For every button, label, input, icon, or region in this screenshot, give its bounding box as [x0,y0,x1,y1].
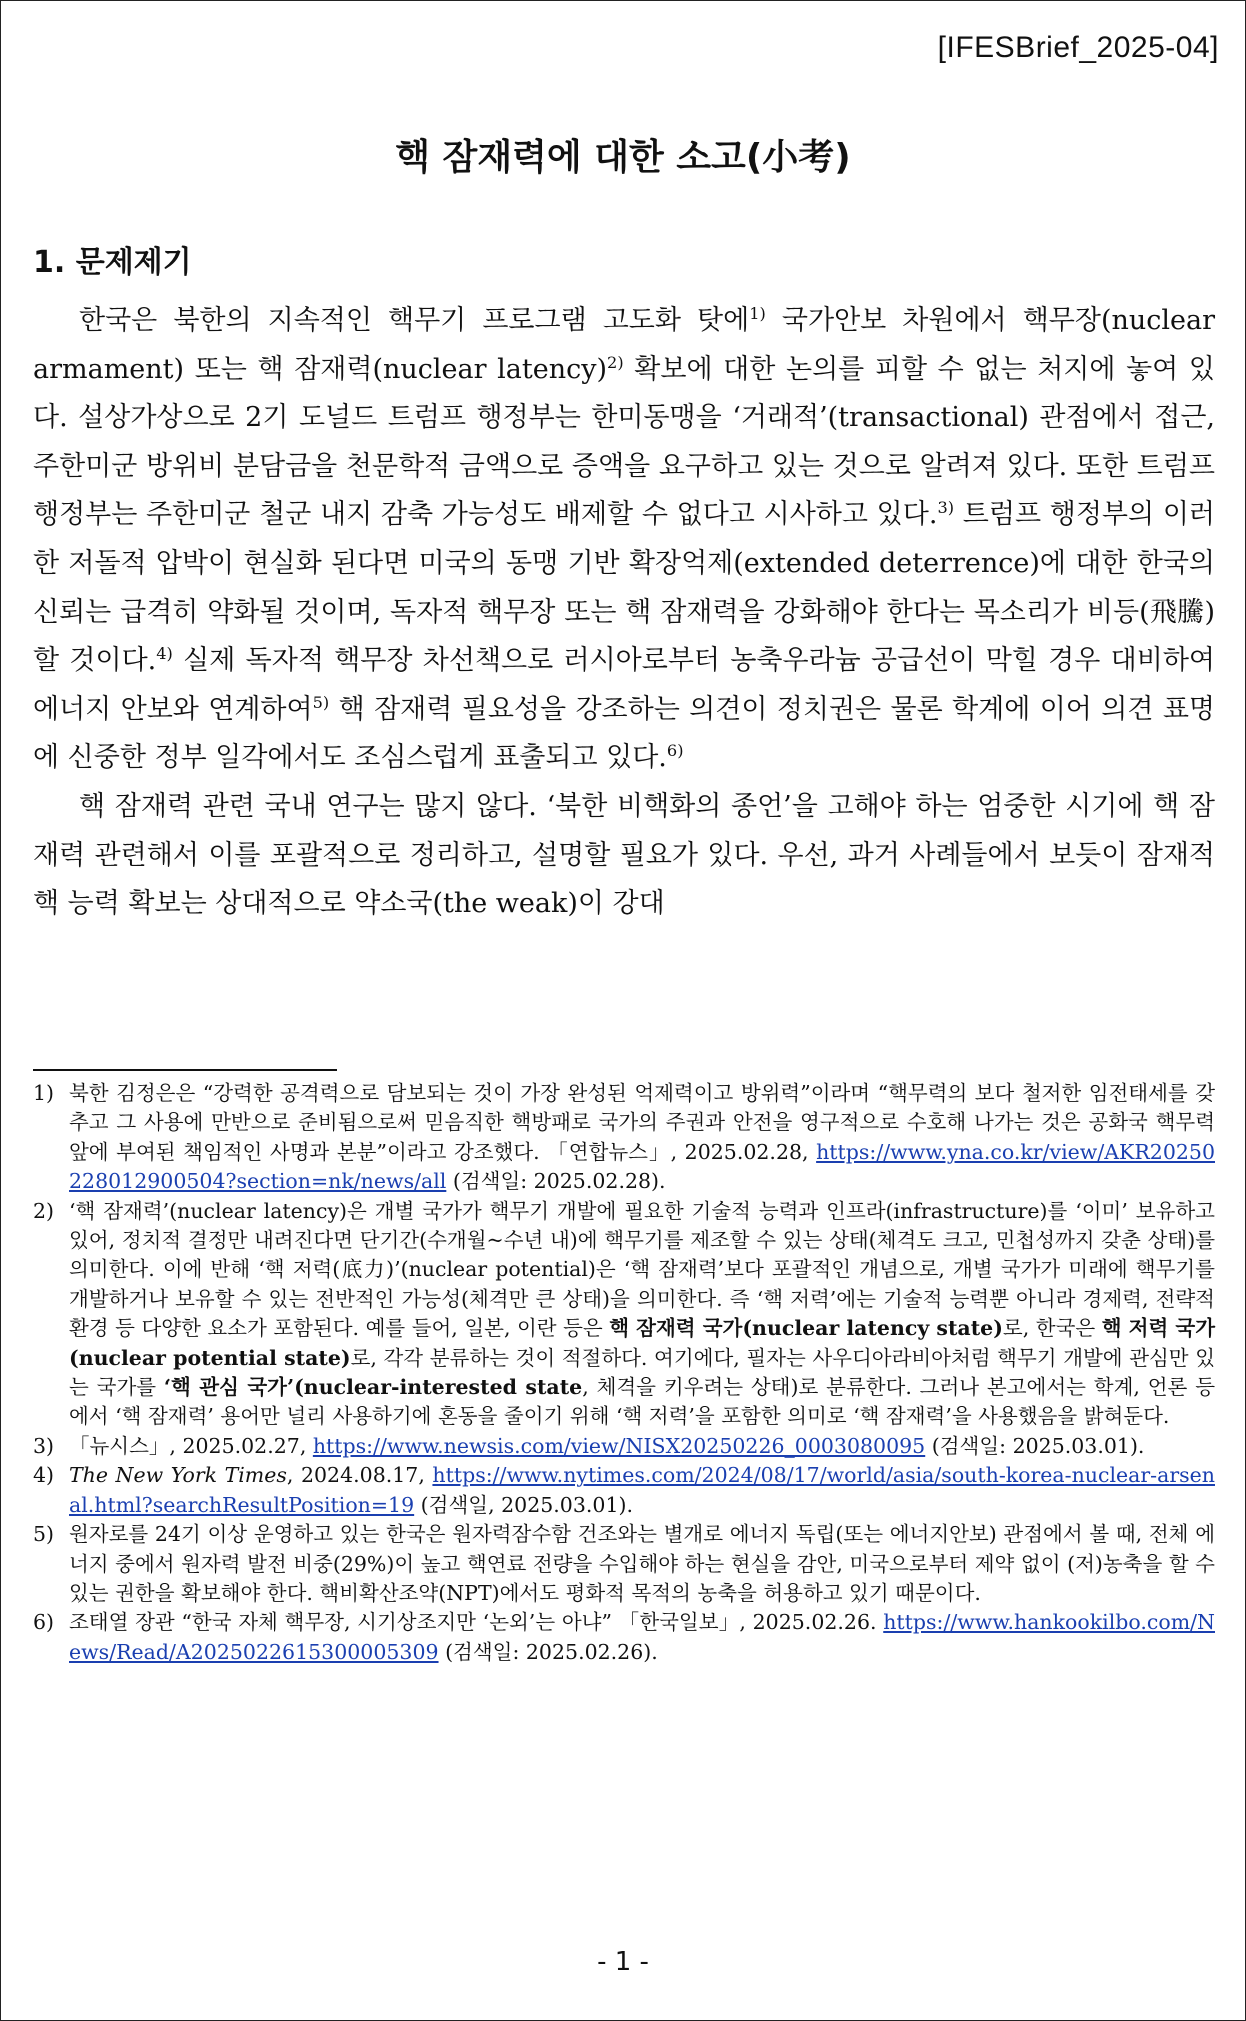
footnote-body [69,1432,1215,1461]
footnote-body [69,1461,1215,1520]
footnote-ref-6[interactable]: 6) [666,741,684,761]
footnote-text: (검색일: 2025.02.28). [446,1169,666,1194]
paragraph-1-sentence: 트럼프 행정부의 이러한 저돌적 압박이 현실화 된다면 미국의 동맹 기반 확장억제(extended deterrence)에 대한 한국의 신뢰는 급격히 약화될 것이며, 독자적 핵무장 또는 핵 잠재력을 강화해야 한다는 목소리가 비등(飛騰)할 것이다. [33,499,1215,677]
footnote-4 [33,1461,1215,1520]
footnote-6 [33,1608,1215,1667]
footnote-link[interactable]: https://www.nytimes.com/2024/08/17/world/asia/south-korea-nuclear-arsenal.html?searchResultPosition=19 [69,1463,1215,1517]
footnote-ref-2[interactable]: 2) [607,352,624,372]
footnote-source-title: The New York Times [69,1463,287,1488]
section-heading: 1. 문제제기 [33,245,192,280]
footnote-ref-3[interactable]: 3) [937,498,955,518]
footnote-ref-4[interactable]: 4) [156,644,173,664]
footnote-emphasis: ‘핵 관심 국가’(nuclear-interested state [163,1375,583,1400]
footnote-number: 4) [33,1463,55,1488]
footnote-emphasis: 핵 저력 국가(nuclear potential state) [69,1316,1216,1370]
footnote-number: 5) [33,1522,55,1547]
body-text [33,297,1215,929]
footnotes-section [33,1079,1215,1667]
footnote-ref-1[interactable]: 1) [749,304,766,323]
footnote-2 [33,1197,1215,1432]
footnote-number: 2) [33,1198,55,1223]
footnote-text: 「뉴시스」, 2025.02.27, [69,1433,313,1458]
footnote-text: , 2024.08.17, [286,1463,433,1488]
footnote-body [69,1608,1215,1667]
footnote-number: 1) [33,1081,55,1105]
brief-identifier: [IFESBrief_2025-04] [937,31,1219,64]
footnote-1 [33,1079,1215,1197]
footnote-divider [33,1069,337,1071]
footnote-emphasis: 핵 잠재력 국가(nuclear latency state) [609,1316,1003,1341]
document-title: 핵 잠재력에 대한 소고(小考) [395,137,851,178]
paragraph-1-sentence: 한국은 북한의 지속적인 핵무기 프로그램 고도화 탓에 [79,305,750,336]
footnote-body [69,1079,1215,1197]
footnote-text: 북한 김정은은 “강력한 공격력으로 담보되는 것이 가장 완성된 억제력이고 방위력”이라며 “핵무력의 보다 철저한 임전태세를 갖추고 그 사용에 만반으로 준비됨으로써 믿음직한 핵방패로 국가의 주권과 안전을 영구적으로 수호해 나가는 것은 공화국 핵무력 앞에 부여된 책임적인 사명과 본분”이라고 강조했다. 「연합뉴스」, 2025.02.28, [69,1081,1215,1164]
paragraph-2: 핵 잠재력 관련 국내 연구는 많지 않다. ‘북한 비핵화의 종언’을 고해야 하는 엄중한 시기에 핵 잠재력 관련해서 이를 포괄적으로 정리하고, 설명할 필요가 있다. 우선, 과거 사례들에서 보듯이 잠재적 핵 능력 확보는 상대적으로 약소국(the weak)이 강대 [33,790,1215,920]
footnote-text: 로, 한국은 [1002,1316,1102,1341]
footnote-text: 조태열 장관 “한국 자체 핵무장, 시기상조지만 ‘논외’는 아냐” 「한국일보」, 2025.02.26. [69,1610,884,1635]
footnote-number: 6) [33,1610,55,1635]
footnote-text: (검색일: 2025.03.01). [925,1433,1145,1458]
footnote-5 [33,1520,1215,1608]
footnote-link[interactable]: https://www.hankookilbo.com/News/Read/A2025022615300005309 [69,1610,1215,1664]
footnote-body: 원자로를 24기 이상 운영하고 있는 한국은 원자력잠수함 건조와는 별개로 에너지 독립(또는 에너지안보) 관점에서 볼 때, 전체 에너지 중에서 원자력 발전 비중(29%)이 높고 핵연료 전량을 수입해야 하는 현실을 감안, 미국으로부터 제약 없이 (저)농축을 할 수 있는 권한을 확보해야 한다. 핵비확산조약(NPT)에서도 평화적 목적의 농축을 허용하고 있기 때문이다. [69,1522,1215,1605]
page-number: - 1 - [597,1947,649,1977]
footnote-number: 3) [33,1433,55,1458]
footnote-ref-5[interactable]: 5) [312,692,330,712]
footnote-text: (검색일, 2025.03.01). [414,1492,634,1517]
footnote-text: ‘핵 잠재력’(nuclear latency)은 개별 국가가 핵무기 개발에 필요한 기술적 능력과 인프라(infrastructure)를 ‘이미’ 보유하고 있어, 정치적 결정만 내려진다면 단기간(수개월~수년 내)에 핵무기를 제조할 수 있는 상태(체격도 크고, 민첩성까지 갖춘 상태)를 의미한다. 이에 반해 ‘핵 저력(底力)’(nuclear potential)은 ‘핵 잠재력’보다 포괄적인 개념으로, 개별 국가가 미래에 핵무기를 개발하거나 보유할 수 있는 전반적인 가능성(체격만 큰 상태)을 의미한다. 즉 ‘핵 저력’에는 기술적 능력뿐 아니라 경제력, 전략적 환경 등 다양한 요소가 포함된다. 예를 들어, 일본, 이란 등은 [69,1198,1215,1341]
footnote-3 [33,1432,1215,1461]
paragraph-1-sentence: 핵 잠재력 필요성을 강조하는 의견이 정치권은 물론 학계에 이어 의견 표명에 신중한 정부 일각에서도 조심스럽게 표출되고 있다. [33,693,1215,774]
footnote-body [69,1197,1215,1432]
footnote-link[interactable]: https://www.yna.co.kr/view/AKR20250228012900504?section=nk/news/all [69,1139,1215,1194]
footnote-link[interactable]: https://www.newsis.com/view/NISX20250226_0003080095 [312,1433,926,1458]
paragraph-1-sentence: 국가안보 차원에서 핵무장(nuclear armament) 또는 핵 잠재력(nuclear latency) [33,305,1215,385]
footnote-text: (검색일: 2025.02.26). [438,1639,658,1664]
footnote-text: , 체격을 키우려는 상태)로 분류한다. 그러나 본고에서는 학계, 언론 등에서 ‘핵 잠재력’ 용어만 널리 사용하기에 혼동을 줄이기 위해 ‘핵 저력’을 포함한 의미로 ‘핵 잠재력’을 사용했음을 밝혀둔다. [69,1375,1215,1429]
paragraph-1-sentence: 실제 독자적 핵무장 차선책으로 러시아로부터 농축우라늄 공급선이 막힐 경우 대비하여 에너지 안보와 연계하여 [33,645,1215,725]
paragraph-1 [33,297,1215,783]
footnote-text: 로, 각각 분류하는 것이 적절하다. 여기에다, 필자는 사우디아라비아처럼 핵무기 개발에 관심만 있는 국가를 [69,1345,1215,1400]
paragraph-1-sentence: 확보에 대한 논의를 피할 수 없는 처지에 놓여 있다. 설상가상으로 2기 도널드 트럼프 행정부는 한미동맹을 ‘거래적’(transactional) 관점에서 접근, 주한미군 방위비 분담금을 천문학적 금액으로 증액을 요구하고 있는 것으로 알려져 있다. 또한 트럼프 행정부는 주한미군 철군 내지 감축 가능성도 배제할 수 없다고 시사하고 있다. [33,353,1215,531]
